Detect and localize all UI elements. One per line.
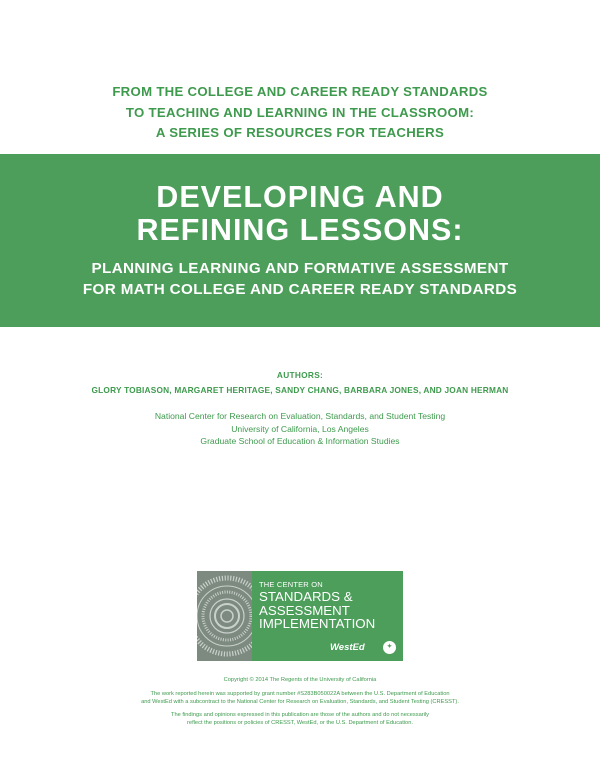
center-logo bbox=[197, 571, 403, 661]
title-band bbox=[0, 154, 600, 327]
logo-org: THE CENTER ON bbox=[259, 580, 323, 589]
series-heading bbox=[0, 82, 600, 144]
funding-line-1: The work reported herein was supported by grant number #S283B050022A between the U.S. Department of Education bbox=[150, 691, 450, 697]
logo-name-line-1: STANDARDS & bbox=[259, 589, 353, 604]
funding-note bbox=[0, 690, 600, 706]
affiliation-line-3: Graduate School of Education & Information Studies bbox=[200, 436, 400, 446]
disclaimer-line-2: reflect the positions or policies of CRESST, WestEd, or the U.S. Department of Education. bbox=[187, 720, 413, 726]
authors-names: GLORY TOBIASON, MARGARET HERITAGE, SANDY CHANG, BARBARA JONES, AND JOAN HERMAN bbox=[91, 385, 509, 395]
logo-name-line-2: ASSESSMENT bbox=[259, 602, 350, 618]
title-line-2: REFINING LESSONS: bbox=[136, 213, 464, 247]
wested-brand: WestEd bbox=[330, 642, 365, 653]
subtitle-line-1: PLANNING LEARNING AND FORMATIVE ASSESSMENT bbox=[91, 260, 509, 277]
series-line-3: A SERIES OF RESOURCES FOR TEACHERS bbox=[155, 125, 445, 140]
disclaimer bbox=[0, 711, 600, 727]
series-line-1: FROM THE COLLEGE AND CAREER READY STANDARDS bbox=[112, 84, 488, 99]
series-line-2: TO TEACHING AND LEARNING IN THE CLASSROOM: bbox=[125, 104, 475, 120]
logo-name-line-3: IMPLEMENTATION bbox=[259, 616, 376, 631]
affiliation-line-1: National Center for Research on Evaluation, Standards, and Student Testing bbox=[154, 411, 446, 421]
affiliation bbox=[0, 410, 600, 448]
subtitle-line-2: FOR MATH COLLEGE AND CAREER READY STANDARDS bbox=[82, 281, 518, 298]
document-title bbox=[0, 181, 600, 247]
copyright: Copyright © 2014 The Regents of the University of California bbox=[223, 677, 377, 683]
funding-line-2: and WestEd with a subcontract to the National Center for Research on Evaluation, Standards, and Student Testing (CRESST). bbox=[141, 699, 459, 705]
title-line-1: DEVELOPING AND bbox=[156, 180, 444, 214]
disclaimer-line-1: The findings and opinions expressed in this publication are those of the authors and do not necessarily bbox=[171, 712, 429, 718]
affiliation-line-2: University of California, Los Angeles bbox=[231, 423, 369, 434]
document-subtitle bbox=[0, 258, 600, 300]
cresst-badge-icon: ✦ bbox=[383, 641, 396, 654]
logo-disc-icon bbox=[197, 571, 252, 661]
logo-name bbox=[259, 590, 401, 631]
authors-label: AUTHORS: bbox=[276, 370, 324, 380]
